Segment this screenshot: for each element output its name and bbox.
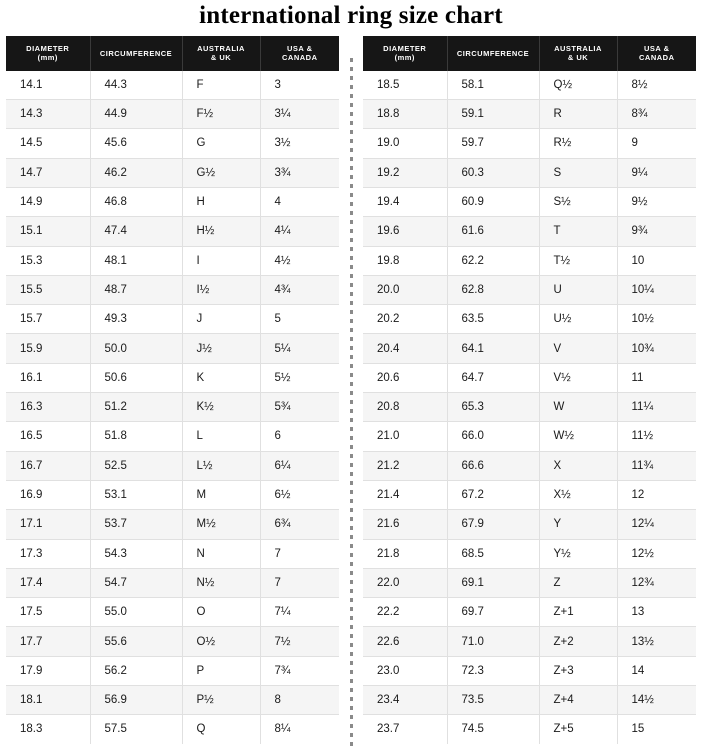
cell-diameter: 17.5 (6, 598, 90, 627)
cell-diameter: 19.2 (363, 158, 447, 187)
column-header-diameter-line1: DIAMETER (383, 44, 427, 53)
table-row (6, 334, 339, 363)
table-row (363, 275, 696, 304)
cell-australia-uk: F½ (182, 100, 260, 129)
ring-size-table-right (363, 36, 696, 744)
cell-diameter: 23.7 (363, 715, 447, 744)
column-header-diameter-line2: (mm) (394, 53, 415, 63)
cell-australia-uk: I (182, 246, 260, 275)
table-row (363, 627, 696, 656)
cell-circumference: 54.7 (90, 568, 182, 597)
cell-diameter: 21.0 (363, 422, 447, 451)
cell-diameter: 19.4 (363, 187, 447, 216)
cell-diameter: 22.2 (363, 598, 447, 627)
column-header-diameter-line1: DIAMETER (26, 44, 70, 53)
column-header-australia-uk-line1: AUSTRALIA (197, 44, 245, 53)
table-row (6, 275, 339, 304)
cell-diameter: 15.3 (6, 246, 90, 275)
column-header-australia-uk (539, 36, 617, 71)
table-row (363, 246, 696, 275)
cell-circumference: 62.8 (447, 275, 539, 304)
table-row (6, 510, 339, 539)
cell-circumference: 72.3 (447, 656, 539, 685)
cell-usa-canada: 10½ (617, 305, 696, 334)
table-row (6, 451, 339, 480)
table-row (363, 480, 696, 509)
table-row (6, 129, 339, 158)
cell-australia-uk: U½ (539, 305, 617, 334)
cell-usa-canada: 10 (617, 246, 696, 275)
cell-diameter: 17.4 (6, 568, 90, 597)
right-header-row (363, 36, 696, 71)
column-header-circumference (447, 36, 539, 71)
cell-australia-uk: G½ (182, 158, 260, 187)
cell-usa-canada: 4½ (260, 246, 339, 275)
table-row (363, 451, 696, 480)
cell-circumference: 51.2 (90, 393, 182, 422)
cell-circumference: 74.5 (447, 715, 539, 744)
cell-circumference: 69.1 (447, 568, 539, 597)
cell-diameter: 16.9 (6, 480, 90, 509)
cell-australia-uk: O½ (182, 627, 260, 656)
cell-australia-uk: J½ (182, 334, 260, 363)
cell-circumference: 50.0 (90, 334, 182, 363)
cell-australia-uk: Q½ (539, 71, 617, 100)
table-row (363, 598, 696, 627)
cell-australia-uk: T½ (539, 246, 617, 275)
column-header-australia-uk-line1: AUSTRALIA (554, 44, 602, 53)
cell-circumference: 58.1 (447, 71, 539, 100)
left-table-wrapper (6, 36, 339, 744)
cell-circumference: 48.1 (90, 246, 182, 275)
table-row (363, 715, 696, 744)
cell-australia-uk: X½ (539, 480, 617, 509)
cell-diameter: 20.6 (363, 363, 447, 392)
cell-circumference: 64.1 (447, 334, 539, 363)
cell-diameter: 21.2 (363, 451, 447, 480)
cell-diameter: 17.3 (6, 539, 90, 568)
cell-diameter: 14.9 (6, 187, 90, 216)
cell-diameter: 19.0 (363, 129, 447, 158)
cell-usa-canada: 3¼ (260, 100, 339, 129)
cell-diameter: 17.1 (6, 510, 90, 539)
table-row (6, 480, 339, 509)
cell-australia-uk: H½ (182, 217, 260, 246)
cell-usa-canada: 3½ (260, 129, 339, 158)
column-header-australia-uk-line2: & UK (567, 53, 589, 63)
cell-usa-canada: 11¾ (617, 451, 696, 480)
cell-australia-uk: O (182, 598, 260, 627)
cell-australia-uk: Z+5 (539, 715, 617, 744)
table-row (6, 158, 339, 187)
cell-usa-canada: 4 (260, 187, 339, 216)
cell-usa-canada: 7 (260, 568, 339, 597)
table-row (363, 129, 696, 158)
cell-diameter: 21.6 (363, 510, 447, 539)
cell-usa-canada: 7 (260, 539, 339, 568)
cell-diameter: 15.9 (6, 334, 90, 363)
column-header-usa-canada-line1: USA & (643, 44, 670, 53)
page-title: international ring size chart (199, 2, 503, 29)
cell-usa-canada: 4¼ (260, 217, 339, 246)
column-header-usa-canada-line2: CANADA (639, 53, 675, 63)
cell-australia-uk: S½ (539, 187, 617, 216)
cell-australia-uk: J (182, 305, 260, 334)
cell-diameter: 20.0 (363, 275, 447, 304)
cell-diameter: 15.1 (6, 217, 90, 246)
ring-size-chart-page (0, 2, 702, 749)
cell-usa-canada: 11¼ (617, 393, 696, 422)
cell-circumference: 56.9 (90, 685, 182, 714)
cell-circumference: 52.5 (90, 451, 182, 480)
table-row (6, 422, 339, 451)
cell-usa-canada: 6 (260, 422, 339, 451)
cell-australia-uk: M½ (182, 510, 260, 539)
cell-usa-canada: 12¾ (617, 568, 696, 597)
cell-diameter: 23.4 (363, 685, 447, 714)
vertical-dotted-divider (346, 36, 356, 748)
cell-usa-canada: 9 (617, 129, 696, 158)
cell-usa-canada: 12 (617, 480, 696, 509)
table-row (6, 187, 339, 216)
cell-diameter: 14.5 (6, 129, 90, 158)
table-row (6, 393, 339, 422)
cell-usa-canada: 3¾ (260, 158, 339, 187)
cell-circumference: 59.1 (447, 100, 539, 129)
tables-container (0, 36, 702, 748)
cell-australia-uk: H (182, 187, 260, 216)
cell-diameter: 18.3 (6, 715, 90, 744)
cell-circumference: 55.6 (90, 627, 182, 656)
cell-australia-uk: Z+4 (539, 685, 617, 714)
table-row (363, 656, 696, 685)
cell-diameter: 20.4 (363, 334, 447, 363)
cell-diameter: 18.8 (363, 100, 447, 129)
cell-australia-uk: G (182, 129, 260, 158)
cell-australia-uk: Z+2 (539, 627, 617, 656)
cell-diameter: 21.8 (363, 539, 447, 568)
cell-australia-uk: Y½ (539, 539, 617, 568)
cell-usa-canada: 5½ (260, 363, 339, 392)
cell-australia-uk: F (182, 71, 260, 100)
column-header-usa-canada-line1: USA & (286, 44, 313, 53)
cell-usa-canada: 8¾ (617, 100, 696, 129)
table-row (363, 363, 696, 392)
cell-diameter: 16.1 (6, 363, 90, 392)
right-table-head (363, 36, 696, 71)
table-row (363, 334, 696, 363)
cell-circumference: 47.4 (90, 217, 182, 246)
cell-diameter: 15.7 (6, 305, 90, 334)
cell-australia-uk: P½ (182, 685, 260, 714)
cell-usa-canada: 6¾ (260, 510, 339, 539)
cell-australia-uk: W (539, 393, 617, 422)
cell-australia-uk: K (182, 363, 260, 392)
table-row (6, 305, 339, 334)
cell-australia-uk: W½ (539, 422, 617, 451)
cell-circumference: 67.2 (447, 480, 539, 509)
cell-circumference: 53.7 (90, 510, 182, 539)
cell-diameter: 15.5 (6, 275, 90, 304)
column-header-circumference-line1: CIRCUMFERENCE (456, 48, 530, 58)
cell-diameter: 22.6 (363, 627, 447, 656)
cell-diameter: 20.8 (363, 393, 447, 422)
cell-usa-canada: 14½ (617, 685, 696, 714)
cell-circumference: 61.6 (447, 217, 539, 246)
table-row (6, 715, 339, 744)
cell-australia-uk: S (539, 158, 617, 187)
column-header-australia-uk (182, 36, 260, 71)
cell-usa-canada: 7½ (260, 627, 339, 656)
cell-circumference: 71.0 (447, 627, 539, 656)
cell-australia-uk: R (539, 100, 617, 129)
cell-circumference: 50.6 (90, 363, 182, 392)
cell-circumference: 57.5 (90, 715, 182, 744)
column-header-circumference-line1: CIRCUMFERENCE (99, 48, 173, 58)
table-row (363, 539, 696, 568)
cell-circumference: 66.6 (447, 451, 539, 480)
table-row (6, 217, 339, 246)
cell-circumference: 46.2 (90, 158, 182, 187)
cell-diameter: 16.5 (6, 422, 90, 451)
table-row (363, 71, 696, 100)
ring-size-table-left (6, 36, 339, 744)
cell-usa-canada: 8 (260, 685, 339, 714)
cell-circumference: 64.7 (447, 363, 539, 392)
table-row (6, 363, 339, 392)
cell-australia-uk: Q (182, 715, 260, 744)
cell-australia-uk: P (182, 656, 260, 685)
cell-diameter: 21.4 (363, 480, 447, 509)
cell-usa-canada: 11½ (617, 422, 696, 451)
cell-diameter: 22.0 (363, 568, 447, 597)
cell-diameter: 18.5 (363, 71, 447, 100)
cell-usa-canada: 6¼ (260, 451, 339, 480)
column-header-diameter-line2: (mm) (37, 53, 58, 63)
cell-circumference: 44.3 (90, 71, 182, 100)
right-table-wrapper (363, 36, 696, 744)
right-table-body (363, 71, 696, 744)
table-row (363, 510, 696, 539)
table-row (6, 100, 339, 129)
cell-australia-uk: Y (539, 510, 617, 539)
cell-circumference: 55.0 (90, 598, 182, 627)
column-header-diameter (363, 36, 447, 71)
cell-australia-uk: V½ (539, 363, 617, 392)
cell-circumference: 51.8 (90, 422, 182, 451)
cell-australia-uk: L½ (182, 451, 260, 480)
cell-circumference: 65.3 (447, 393, 539, 422)
cell-circumference: 63.5 (447, 305, 539, 334)
cell-usa-canada: 14 (617, 656, 696, 685)
cell-diameter: 23.0 (363, 656, 447, 685)
table-row (6, 627, 339, 656)
cell-circumference: 46.8 (90, 187, 182, 216)
cell-usa-canada: 7¼ (260, 598, 339, 627)
column-header-usa-canada (260, 36, 339, 71)
table-row (6, 246, 339, 275)
cell-circumference: 60.9 (447, 187, 539, 216)
cell-diameter: 14.3 (6, 100, 90, 129)
cell-australia-uk: M (182, 480, 260, 509)
left-header-row (6, 36, 339, 71)
cell-australia-uk: Z+3 (539, 656, 617, 685)
table-row (6, 598, 339, 627)
cell-usa-canada: 5¾ (260, 393, 339, 422)
table-row (6, 568, 339, 597)
cell-diameter: 19.6 (363, 217, 447, 246)
cell-australia-uk: K½ (182, 393, 260, 422)
cell-usa-canada: 9¾ (617, 217, 696, 246)
cell-diameter: 18.1 (6, 685, 90, 714)
cell-circumference: 48.7 (90, 275, 182, 304)
table-row (6, 685, 339, 714)
cell-circumference: 45.6 (90, 129, 182, 158)
cell-diameter: 16.3 (6, 393, 90, 422)
table-row (6, 656, 339, 685)
cell-circumference: 66.0 (447, 422, 539, 451)
left-table-head (6, 36, 339, 71)
cell-circumference: 62.2 (447, 246, 539, 275)
cell-circumference: 56.2 (90, 656, 182, 685)
cell-usa-canada: 15 (617, 715, 696, 744)
cell-usa-canada: 10¾ (617, 334, 696, 363)
column-header-australia-uk-line2: & UK (210, 53, 232, 63)
cell-australia-uk: I½ (182, 275, 260, 304)
cell-australia-uk: N (182, 539, 260, 568)
cell-circumference: 44.9 (90, 100, 182, 129)
cell-diameter: 17.7 (6, 627, 90, 656)
cell-australia-uk: N½ (182, 568, 260, 597)
cell-circumference: 69.7 (447, 598, 539, 627)
cell-usa-canada: 3 (260, 71, 339, 100)
cell-australia-uk: Z (539, 568, 617, 597)
cell-usa-canada: 6½ (260, 480, 339, 509)
cell-diameter: 20.2 (363, 305, 447, 334)
column-header-usa-canada-line2: CANADA (282, 53, 318, 63)
table-row (363, 158, 696, 187)
cell-diameter: 16.7 (6, 451, 90, 480)
cell-usa-canada: 5¼ (260, 334, 339, 363)
cell-circumference: 59.7 (447, 129, 539, 158)
table-row (363, 305, 696, 334)
cell-circumference: 60.3 (447, 158, 539, 187)
cell-australia-uk: T (539, 217, 617, 246)
table-row (6, 71, 339, 100)
table-row (363, 568, 696, 597)
table-row (363, 217, 696, 246)
column-header-diameter (6, 36, 90, 71)
table-row (363, 685, 696, 714)
cell-usa-canada: 12¼ (617, 510, 696, 539)
cell-diameter: 14.1 (6, 71, 90, 100)
cell-usa-canada: 13 (617, 598, 696, 627)
cell-usa-canada: 11 (617, 363, 696, 392)
cell-australia-uk: X (539, 451, 617, 480)
cell-usa-canada: 7¾ (260, 656, 339, 685)
column-header-circumference (90, 36, 182, 71)
cell-usa-canada: 8½ (617, 71, 696, 100)
dotted-line (350, 58, 353, 748)
cell-usa-canada: 5 (260, 305, 339, 334)
left-table-body (6, 71, 339, 744)
table-row (6, 539, 339, 568)
table-row (363, 422, 696, 451)
cell-circumference: 54.3 (90, 539, 182, 568)
table-row (363, 100, 696, 129)
cell-circumference: 73.5 (447, 685, 539, 714)
cell-australia-uk: L (182, 422, 260, 451)
cell-diameter: 19.8 (363, 246, 447, 275)
cell-usa-canada: 9½ (617, 187, 696, 216)
table-row (363, 393, 696, 422)
cell-usa-canada: 12½ (617, 539, 696, 568)
cell-circumference: 67.9 (447, 510, 539, 539)
cell-usa-canada: 10¼ (617, 275, 696, 304)
cell-usa-canada: 13½ (617, 627, 696, 656)
cell-circumference: 53.1 (90, 480, 182, 509)
cell-australia-uk: V (539, 334, 617, 363)
cell-circumference: 68.5 (447, 539, 539, 568)
table-row (363, 187, 696, 216)
cell-diameter: 17.9 (6, 656, 90, 685)
cell-diameter: 14.7 (6, 158, 90, 187)
cell-usa-canada: 4¾ (260, 275, 339, 304)
column-header-usa-canada (617, 36, 696, 71)
cell-usa-canada: 8¼ (260, 715, 339, 744)
cell-australia-uk: U (539, 275, 617, 304)
cell-usa-canada: 9¼ (617, 158, 696, 187)
cell-circumference: 49.3 (90, 305, 182, 334)
cell-australia-uk: Z+1 (539, 598, 617, 627)
cell-australia-uk: R½ (539, 129, 617, 158)
